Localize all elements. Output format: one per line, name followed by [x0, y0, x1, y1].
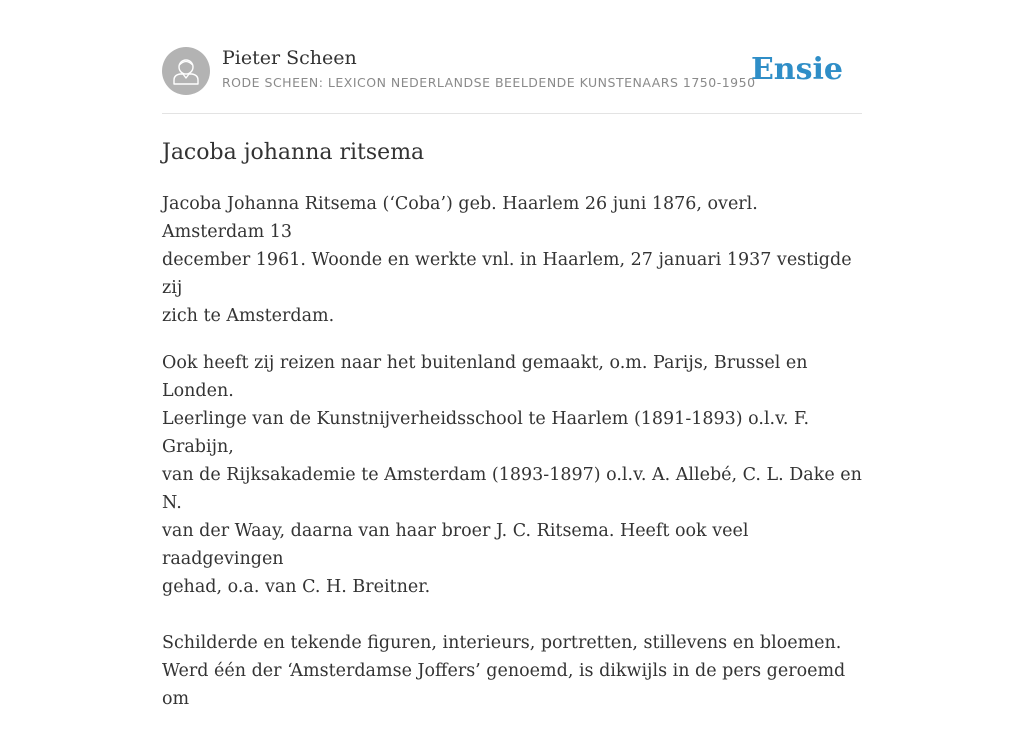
user-avatar-icon: [162, 47, 210, 95]
ensie-logo[interactable]: Ensie: [750, 52, 843, 87]
source-title[interactable]: RODE SCHEEN: LEXICON NEDERLANDSE BEELDENDE KUNSTENAARS 1750-1950: [222, 75, 756, 90]
entry-body: [162, 190, 862, 732]
entry-title: Jacoba johanna ritsema: [162, 140, 425, 165]
entry-paragraph: Ook heeft zij reizen naar het buitenland gemaakt, o.m. Parijs, Brussel en Londen. Leerlinge van de Kunstnijverheidsschool te Haarlem (1891-1893) o.l.v. F. Grabijn, van de Rijksakademie te Amsterdam (1893-1897) o.l.v. A. Allebé, C. L. Dake en N. van der Waay, daarna van haar broer J. C. Ritsema. Heeft ook veel raadgevingen gehad, o.a. van C. H. Breitner. Schilderde en tekende figuren, interieurs, portretten, stillevens en bloemen. Werd één der ‘Amsterdamse Joffers’ genoemd, is dikwijls in de pers geroemd om: [162, 353, 862, 709]
author-name[interactable]: Pieter Scheen: [222, 47, 357, 69]
header-divider: [162, 113, 862, 114]
article-page: [162, 0, 862, 709]
article-header: [162, 46, 862, 96]
author-avatar[interactable]: [162, 47, 210, 95]
entry-paragraph: Jacoba Johanna Ritsema (‘Coba’) geb. Haarlem 26 juni 1876, overl. Amsterdam 13 december 1961. Woonde en werkte vnl. in Haarlem, 27 januari 1937 vestigde zij zich te Amsterdam.: [162, 194, 852, 326]
